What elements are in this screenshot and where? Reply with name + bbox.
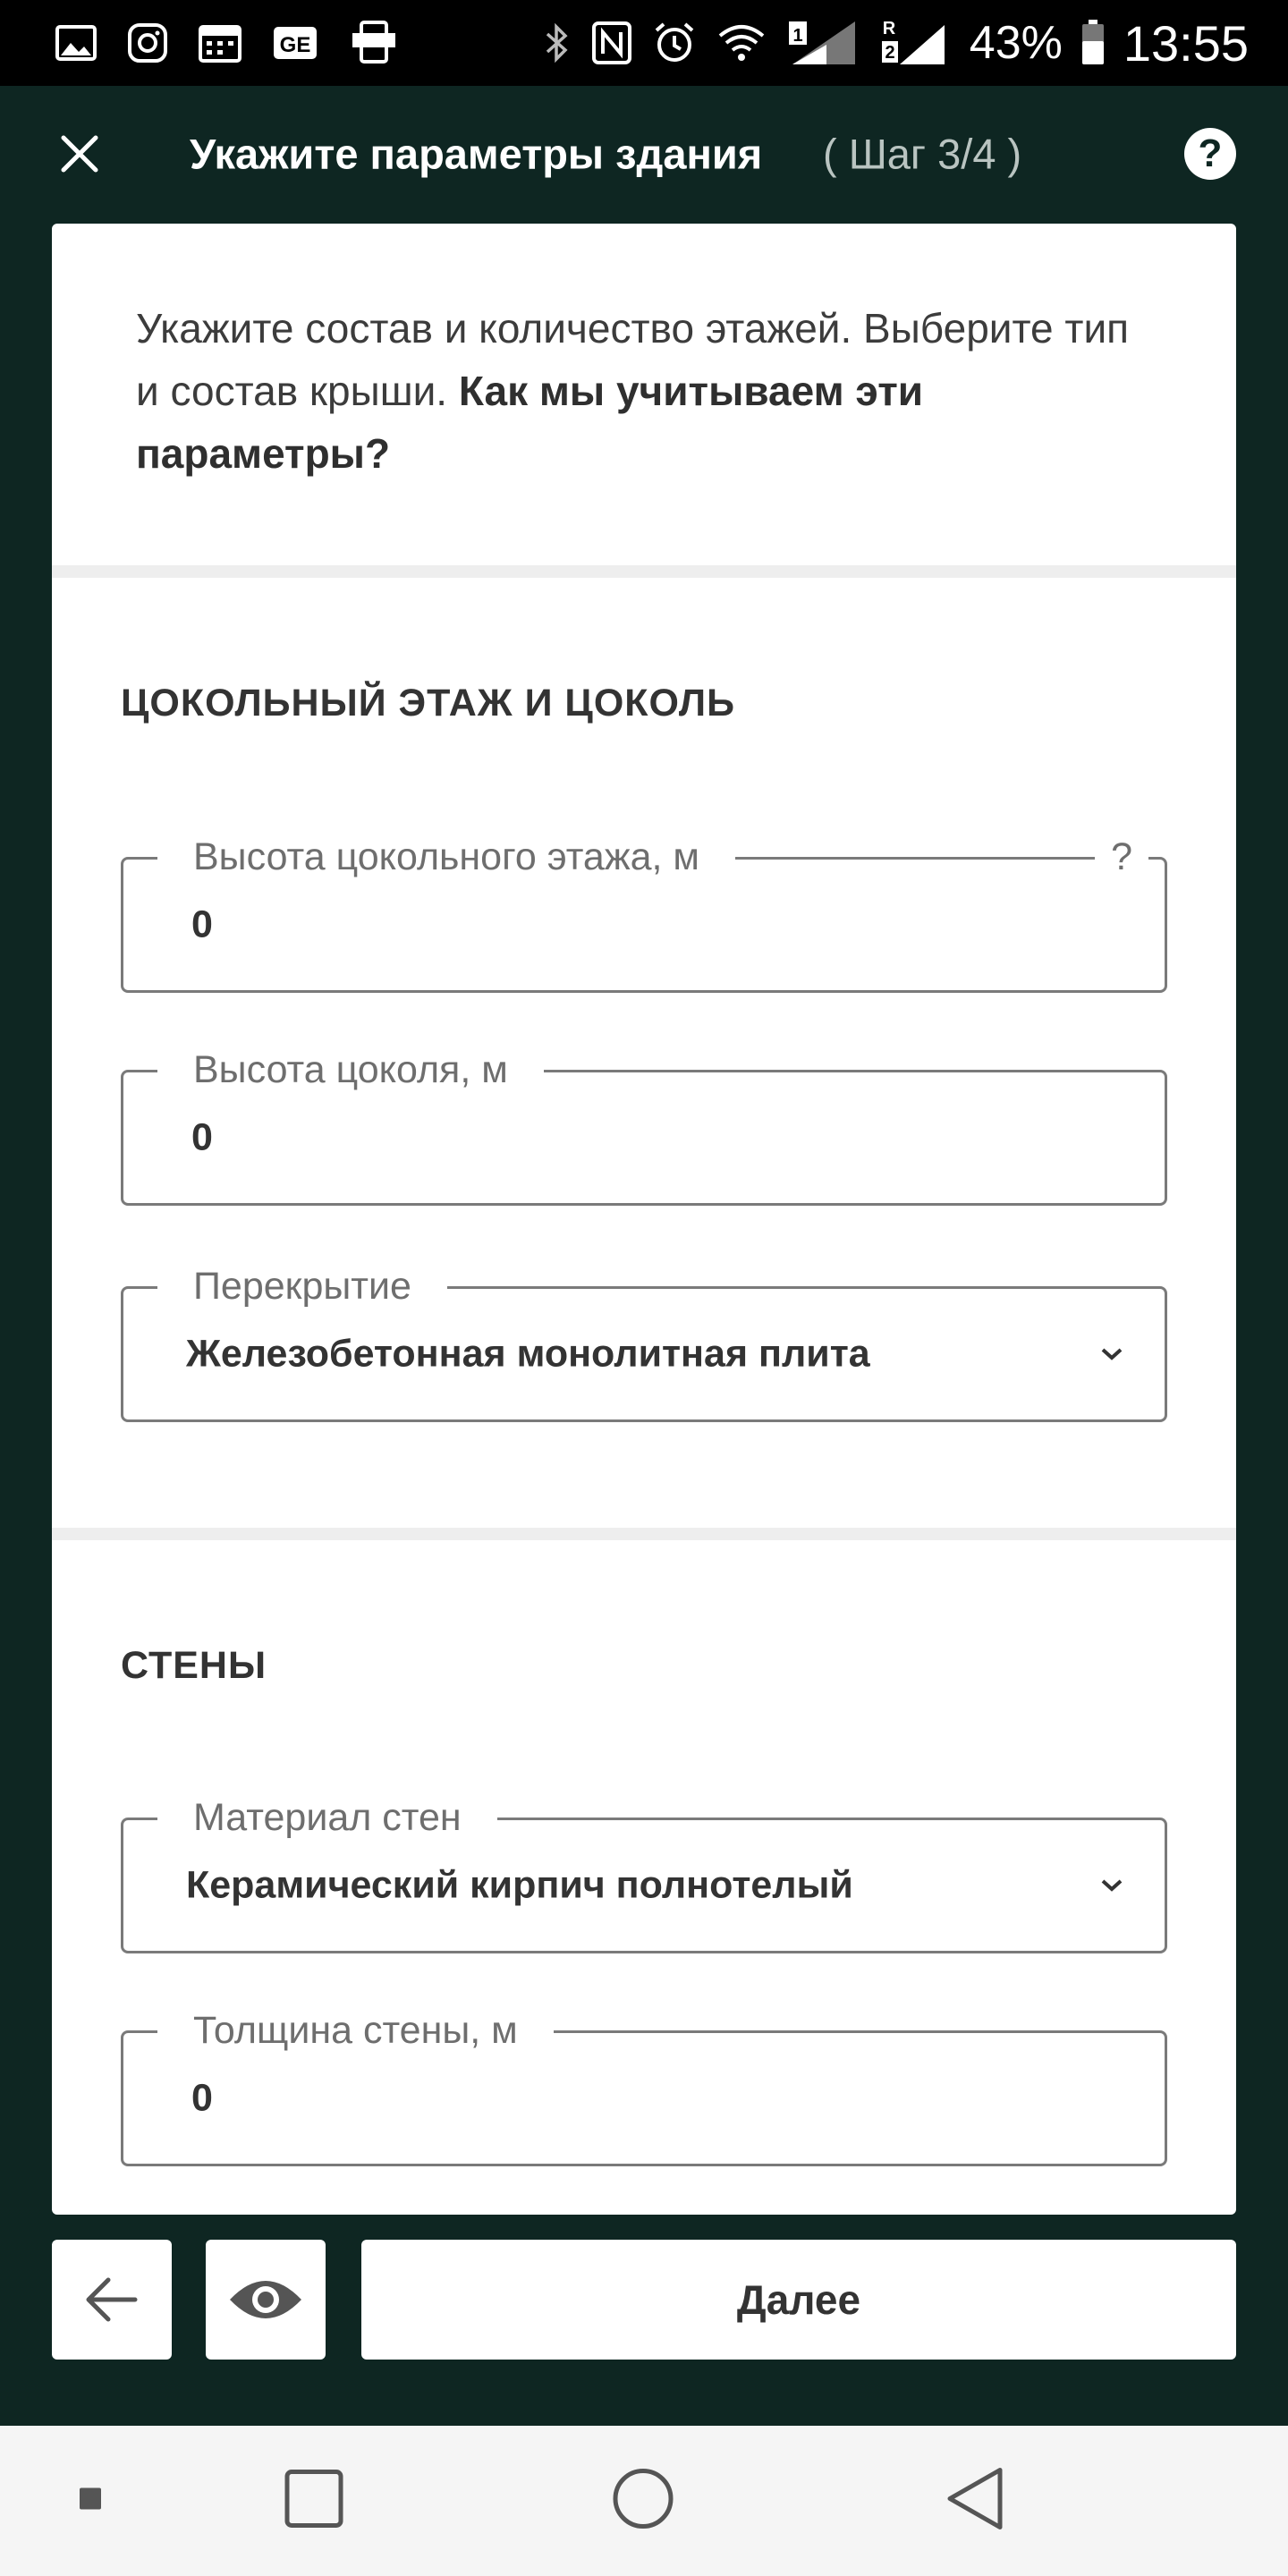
wall-material-select[interactable]	[121, 1796, 1167, 1953]
instagram-icon	[127, 22, 168, 64]
nfc-icon	[592, 21, 631, 64]
form-card	[52, 224, 1236, 2215]
arrow-left-icon	[85, 2276, 139, 2323]
floor-slab-select[interactable]	[121, 1265, 1167, 1422]
field-label: Материал стен	[157, 1791, 497, 1844]
svg-text:2: 2	[885, 43, 895, 63]
field-value[interactable]: 0	[191, 902, 213, 946]
section-title-basement: ЦОКОЛЬНЫЙ ЭТАЖ И ЦОКОЛЬ	[121, 682, 735, 724]
intro-description: Укажите состав и количество этажей. Выберите тип и состав крыши.	[136, 305, 1130, 414]
svg-text:R: R	[882, 19, 896, 38]
section-divider	[52, 1528, 1236, 1540]
field-label: Высота цоколя, м	[157, 1043, 544, 1097]
gmail-icon	[272, 25, 318, 61]
notification-dot-icon[interactable]	[79, 2487, 102, 2515]
section-title-walls: СТЕНЫ	[121, 1644, 267, 1687]
status-bar	[0, 0, 1288, 86]
select-value: Железобетонная монолитная плита	[186, 1332, 870, 1376]
battery-percent: 43%	[969, 17, 1063, 69]
close-icon	[60, 134, 99, 174]
alarm-icon	[653, 21, 696, 64]
field-label: Высота цокольного этажа, м	[157, 830, 735, 884]
recents-square-icon[interactable]	[284, 2470, 343, 2533]
wall-thickness-field[interactable]	[121, 2009, 1167, 2166]
android-navigation-bar	[0, 2426, 1288, 2576]
signal-sim1-icon	[787, 18, 859, 68]
close-button[interactable]	[54, 128, 106, 180]
step-indicator: ( Шаг 3/4 )	[823, 130, 1022, 178]
parameters-info-link[interactable]: Как мы учитываем эти параметры?	[136, 368, 923, 477]
gallery-icon	[55, 25, 97, 61]
svg-text:GE: GE	[279, 33, 311, 57]
wifi-icon	[717, 23, 766, 63]
battery-icon	[1080, 20, 1106, 66]
status-bar-right	[544, 14, 1249, 72]
field-value[interactable]: 0	[191, 1115, 213, 1159]
back-triangle-icon[interactable]	[945, 2467, 1005, 2536]
help-button[interactable]	[1184, 128, 1236, 180]
calendar-icon	[199, 23, 242, 63]
select-value: Керамический кирпич полнотелый	[186, 1863, 853, 1907]
eye-icon	[226, 2275, 305, 2325]
intro-text	[52, 224, 1236, 565]
basement-floor-height-field[interactable]	[121, 835, 1167, 993]
field-label: Перекрытие	[157, 1259, 447, 1313]
preview-button[interactable]	[206, 2240, 326, 2360]
chevron-down-icon	[1098, 1872, 1125, 1899]
field-label: Толщина стены, м	[157, 2004, 554, 2057]
clock: 13:55	[1123, 14, 1249, 72]
signal-sim2-icon	[880, 18, 948, 68]
app-header	[0, 86, 1288, 222]
field-help-icon[interactable]: ?	[1095, 830, 1148, 884]
svg-text:1: 1	[792, 26, 803, 46]
next-button[interactable]: Далее	[361, 2240, 1236, 2360]
page-title: Укажите параметры здания	[190, 130, 763, 178]
plinth-height-field[interactable]	[121, 1048, 1167, 1206]
help-icon: ?	[1198, 131, 1223, 175]
phone-screen-icon	[349, 21, 399, 65]
home-circle-icon[interactable]	[612, 2468, 674, 2535]
section-divider	[52, 565, 1236, 578]
field-value[interactable]: 0	[191, 2076, 213, 2120]
back-button[interactable]	[52, 2240, 172, 2360]
bluetooth-icon	[544, 21, 571, 64]
chevron-down-icon	[1098, 1341, 1125, 1368]
status-bar-left	[55, 21, 429, 65]
